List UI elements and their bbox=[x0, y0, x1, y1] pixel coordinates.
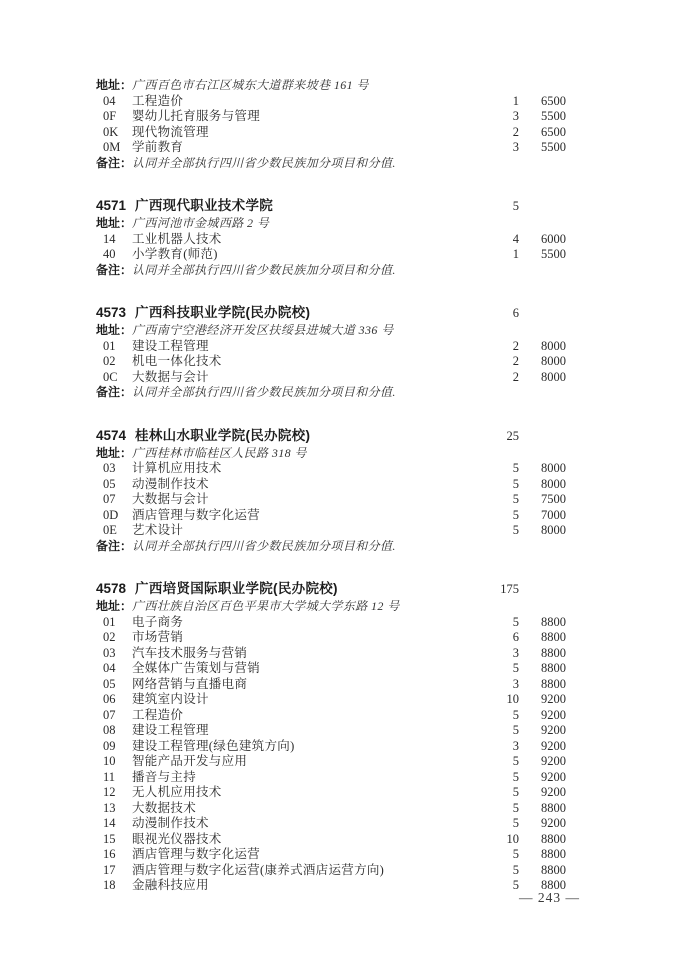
major-code: 14 bbox=[103, 816, 116, 830]
major-tuition-fee: 8000 bbox=[541, 523, 566, 537]
major-plan-count: 5 bbox=[512, 862, 519, 877]
note-text: 认同并全部执行四川省少数民族加分项目和分值. bbox=[132, 155, 396, 170]
admissions-list bbox=[96, 78, 566, 920]
major-name: 大数据技术 bbox=[132, 800, 197, 815]
major-row bbox=[96, 692, 566, 708]
major-code: 04 bbox=[103, 661, 116, 675]
major-code: 14 bbox=[103, 231, 116, 246]
address-label: 地址： bbox=[96, 216, 133, 230]
address-text: 广西桂林市临桂区人民路 318 号 bbox=[132, 445, 307, 460]
major-code: 0D bbox=[103, 507, 119, 522]
major-name: 大数据与会计 bbox=[132, 369, 209, 384]
major-row bbox=[96, 708, 566, 724]
major-name: 小学教育(师范) bbox=[132, 247, 218, 261]
major-plan-count: 5 bbox=[512, 847, 519, 861]
major-tuition-fee: 9200 bbox=[541, 816, 566, 830]
major-row bbox=[96, 140, 566, 156]
major-tuition-fee: 8000 bbox=[541, 354, 566, 368]
major-plan-count: 5 bbox=[512, 661, 519, 675]
major-code: 05 bbox=[103, 676, 116, 691]
address-line bbox=[96, 78, 566, 94]
major-tuition-fee: 8800 bbox=[541, 862, 566, 877]
major-row bbox=[96, 646, 566, 662]
address-text: 广西百色市右江区城东大道群来坡巷 161 号 bbox=[132, 78, 369, 92]
address-line bbox=[96, 323, 566, 339]
major-name: 艺术设计 bbox=[132, 523, 184, 537]
note-line bbox=[96, 385, 566, 401]
major-name: 工程造价 bbox=[132, 707, 184, 722]
school-header bbox=[96, 580, 566, 598]
address-text: 广西南宁空港经济开发区扶绥县进城大道 336 号 bbox=[132, 323, 394, 337]
major-name: 酒店管理与数字化运营 bbox=[132, 507, 261, 522]
major-plan-count: 5 bbox=[512, 878, 519, 892]
major-tuition-fee: 8800 bbox=[541, 800, 566, 815]
major-code: 17 bbox=[103, 862, 116, 877]
major-name: 动漫制作技术 bbox=[132, 476, 209, 491]
school-section-continued bbox=[96, 78, 566, 171]
major-plan-count: 5 bbox=[512, 769, 519, 784]
major-tuition-fee: 8800 bbox=[541, 878, 566, 892]
major-plan-count: 10 bbox=[506, 831, 519, 846]
school-plan-total: 6 bbox=[512, 306, 519, 320]
major-code: 11 bbox=[103, 769, 116, 784]
note-text: 认同并全部执行四川省少数民族加分项目和分值. bbox=[132, 385, 396, 399]
major-plan-count: 3 bbox=[512, 645, 519, 660]
school-section-4574 bbox=[96, 427, 566, 555]
major-code: 13 bbox=[103, 800, 116, 815]
major-row bbox=[96, 816, 566, 832]
major-name: 酒店管理与数字化运营 bbox=[132, 847, 261, 861]
school-code: 4574 bbox=[96, 427, 127, 443]
major-row bbox=[96, 723, 566, 739]
major-name: 机电一体化技术 bbox=[132, 354, 222, 368]
major-name: 市场营销 bbox=[132, 630, 184, 644]
major-plan-count: 10 bbox=[506, 692, 519, 706]
address-line bbox=[96, 216, 566, 232]
major-tuition-fee: 9200 bbox=[541, 723, 566, 737]
major-row bbox=[96, 863, 566, 879]
major-tuition-fee: 9200 bbox=[541, 738, 566, 753]
note-label: 备注： bbox=[96, 385, 133, 399]
major-row bbox=[96, 770, 566, 786]
major-row bbox=[96, 109, 566, 125]
major-plan-count: 5 bbox=[512, 461, 519, 475]
note-line bbox=[96, 156, 566, 172]
major-plan-count: 2 bbox=[512, 338, 519, 353]
major-code: 03 bbox=[103, 461, 116, 475]
major-name: 建筑室内设计 bbox=[132, 692, 209, 706]
major-code: 40 bbox=[103, 247, 116, 261]
school-header bbox=[96, 427, 566, 445]
school-header bbox=[96, 304, 566, 322]
school-code: 4571 bbox=[96, 198, 127, 213]
address-line bbox=[96, 446, 566, 462]
major-plan-count: 5 bbox=[512, 816, 519, 830]
major-plan-count: 5 bbox=[512, 800, 519, 815]
major-name: 电子商务 bbox=[132, 614, 184, 629]
major-name: 动漫制作技术 bbox=[132, 816, 209, 830]
major-name: 工业机器人技术 bbox=[132, 231, 222, 246]
school-section-4571 bbox=[96, 197, 566, 278]
major-code: 01 bbox=[103, 614, 116, 629]
major-code: 0C bbox=[103, 369, 118, 384]
major-name: 大数据与会计 bbox=[132, 492, 209, 506]
note-text: 认同并全部执行四川省少数民族加分项目和分值. bbox=[132, 262, 396, 277]
major-code: 18 bbox=[103, 878, 116, 892]
page-number: — 243 — bbox=[519, 890, 580, 905]
major-name: 全媒体广告策划与营销 bbox=[132, 661, 261, 675]
major-row bbox=[96, 754, 566, 770]
major-row bbox=[96, 785, 566, 801]
school-plan-total: 5 bbox=[512, 199, 519, 213]
school-header bbox=[96, 197, 566, 215]
major-plan-count: 5 bbox=[512, 492, 519, 506]
major-row bbox=[96, 461, 566, 477]
major-tuition-fee: 7000 bbox=[541, 507, 566, 522]
major-tuition-fee: 9200 bbox=[541, 754, 566, 768]
note-text: 认同并全部执行四川省少数民族加分项目和分值. bbox=[132, 538, 396, 553]
major-name: 工程造价 bbox=[132, 93, 184, 108]
major-plan-count: 5 bbox=[512, 476, 519, 491]
school-section-4573 bbox=[96, 304, 566, 401]
note-line bbox=[96, 539, 566, 555]
major-tuition-fee: 8800 bbox=[541, 645, 566, 660]
major-code: 12 bbox=[103, 785, 116, 799]
major-tuition-fee: 8800 bbox=[541, 831, 566, 846]
major-code: 0E bbox=[103, 523, 117, 537]
address-label: 地址： bbox=[96, 445, 133, 460]
school-plan-total: 25 bbox=[506, 428, 519, 443]
major-code: 09 bbox=[103, 738, 116, 753]
major-tuition-fee: 5500 bbox=[541, 109, 566, 123]
major-code: 0F bbox=[103, 109, 117, 123]
major-row bbox=[96, 630, 566, 646]
major-plan-count: 1 bbox=[512, 247, 519, 261]
major-plan-count: 2 bbox=[512, 354, 519, 368]
major-tuition-fee: 8000 bbox=[541, 476, 566, 491]
major-name: 建设工程管理 bbox=[132, 338, 209, 353]
major-name: 智能产品开发与应用 bbox=[132, 754, 248, 768]
major-name: 网络营销与直播电商 bbox=[132, 676, 248, 691]
major-plan-count: 2 bbox=[512, 369, 519, 384]
major-row bbox=[96, 878, 566, 894]
major-plan-count: 1 bbox=[512, 93, 519, 108]
major-name: 现代物流管理 bbox=[132, 124, 209, 139]
major-name: 建设工程管理 bbox=[132, 723, 209, 737]
major-plan-count: 3 bbox=[512, 109, 519, 123]
major-plan-count: 5 bbox=[512, 754, 519, 768]
major-name: 金融科技应用 bbox=[132, 878, 209, 892]
major-code: 16 bbox=[103, 847, 116, 861]
major-name: 建设工程管理(绿色建筑方向) bbox=[132, 738, 295, 753]
major-plan-count: 5 bbox=[512, 707, 519, 722]
major-plan-count: 4 bbox=[512, 231, 519, 246]
major-tuition-fee: 8800 bbox=[541, 661, 566, 675]
major-row bbox=[96, 354, 566, 370]
major-row bbox=[96, 370, 566, 386]
major-name: 酒店管理与数字化运营(康养式酒店运营方向) bbox=[132, 862, 385, 877]
major-plan-count: 3 bbox=[512, 676, 519, 691]
major-tuition-fee: 6500 bbox=[541, 93, 566, 108]
major-plan-count: 3 bbox=[512, 140, 519, 154]
major-code: 02 bbox=[103, 354, 116, 368]
major-tuition-fee: 9200 bbox=[541, 769, 566, 784]
major-row bbox=[96, 247, 566, 263]
major-name: 婴幼儿托育服务与管理 bbox=[132, 109, 261, 123]
major-name: 汽车技术服务与营销 bbox=[132, 645, 248, 660]
school-section-4578 bbox=[96, 580, 566, 894]
address-label: 地址： bbox=[96, 78, 133, 92]
major-tuition-fee: 9200 bbox=[541, 707, 566, 722]
major-row bbox=[96, 232, 566, 248]
major-tuition-fee: 8800 bbox=[541, 676, 566, 691]
major-code: 07 bbox=[103, 707, 116, 722]
major-row bbox=[96, 508, 566, 524]
major-row bbox=[96, 847, 566, 863]
note-label: 备注： bbox=[96, 262, 133, 277]
note-line bbox=[96, 263, 566, 279]
major-row bbox=[96, 523, 566, 539]
address-line bbox=[96, 599, 566, 615]
major-plan-count: 6 bbox=[512, 630, 519, 644]
major-tuition-fee: 5500 bbox=[541, 140, 566, 154]
major-row bbox=[96, 801, 566, 817]
major-code: 0M bbox=[103, 140, 121, 154]
major-tuition-fee: 9200 bbox=[541, 785, 566, 799]
school-name: 广西培贤国际职业学院(民办院校) bbox=[135, 581, 338, 596]
major-code: 08 bbox=[103, 723, 116, 737]
major-tuition-fee: 8000 bbox=[541, 461, 566, 475]
major-code: 06 bbox=[103, 692, 116, 706]
major-name: 计算机应用技术 bbox=[132, 461, 222, 475]
major-row bbox=[96, 125, 566, 141]
major-plan-count: 2 bbox=[512, 124, 519, 139]
major-code: 02 bbox=[103, 630, 116, 644]
major-tuition-fee: 7500 bbox=[541, 492, 566, 506]
major-plan-count: 5 bbox=[512, 614, 519, 629]
note-label: 备注： bbox=[96, 538, 133, 553]
school-plan-total: 175 bbox=[500, 582, 519, 596]
major-name: 播音与主持 bbox=[132, 769, 197, 784]
major-plan-count: 5 bbox=[512, 723, 519, 737]
address-text: 广西壮族自治区百色平果市大学城大学东路 12 号 bbox=[132, 599, 400, 613]
major-tuition-fee: 6000 bbox=[541, 231, 566, 246]
major-code: 10 bbox=[103, 754, 116, 768]
school-name: 桂林山水职业学院(民办院校) bbox=[135, 427, 311, 443]
major-row bbox=[96, 739, 566, 755]
major-row bbox=[96, 477, 566, 493]
address-label: 地址： bbox=[96, 323, 133, 337]
address-text: 广西河池市金城西路 2 号 bbox=[132, 216, 270, 230]
major-plan-count: 5 bbox=[512, 785, 519, 799]
note-label: 备注： bbox=[96, 155, 133, 170]
major-row bbox=[96, 339, 566, 355]
major-row bbox=[96, 615, 566, 631]
school-code: 4578 bbox=[96, 581, 127, 596]
major-plan-count: 5 bbox=[512, 523, 519, 537]
major-tuition-fee: 8000 bbox=[541, 338, 566, 353]
major-code: 01 bbox=[103, 338, 116, 353]
major-row bbox=[96, 492, 566, 508]
major-row bbox=[96, 832, 566, 848]
major-code: 0K bbox=[103, 124, 119, 139]
school-name: 广西现代职业技术学院 bbox=[135, 198, 274, 213]
major-row bbox=[96, 661, 566, 677]
school-name: 广西科技职业学院(民办院校) bbox=[135, 305, 311, 320]
major-tuition-fee: 5500 bbox=[541, 247, 566, 261]
major-tuition-fee: 8000 bbox=[541, 369, 566, 384]
major-code: 15 bbox=[103, 831, 116, 846]
major-name: 无人机应用技术 bbox=[132, 785, 222, 799]
major-code: 07 bbox=[103, 492, 116, 506]
school-code: 4573 bbox=[96, 305, 127, 320]
major-plan-count: 5 bbox=[512, 507, 519, 522]
major-tuition-fee: 8800 bbox=[541, 847, 566, 861]
major-name: 眼视光仪器技术 bbox=[132, 831, 222, 846]
major-tuition-fee: 8800 bbox=[541, 630, 566, 644]
major-tuition-fee: 6500 bbox=[541, 124, 566, 139]
major-tuition-fee: 8800 bbox=[541, 614, 566, 629]
major-code: 04 bbox=[103, 93, 116, 108]
major-row bbox=[96, 94, 566, 110]
major-name: 学前教育 bbox=[132, 140, 184, 154]
major-code: 05 bbox=[103, 476, 116, 491]
major-row bbox=[96, 677, 566, 693]
major-code: 03 bbox=[103, 645, 116, 660]
address-label: 地址： bbox=[96, 599, 133, 613]
major-plan-count: 3 bbox=[512, 738, 519, 753]
major-tuition-fee: 9200 bbox=[541, 692, 566, 706]
